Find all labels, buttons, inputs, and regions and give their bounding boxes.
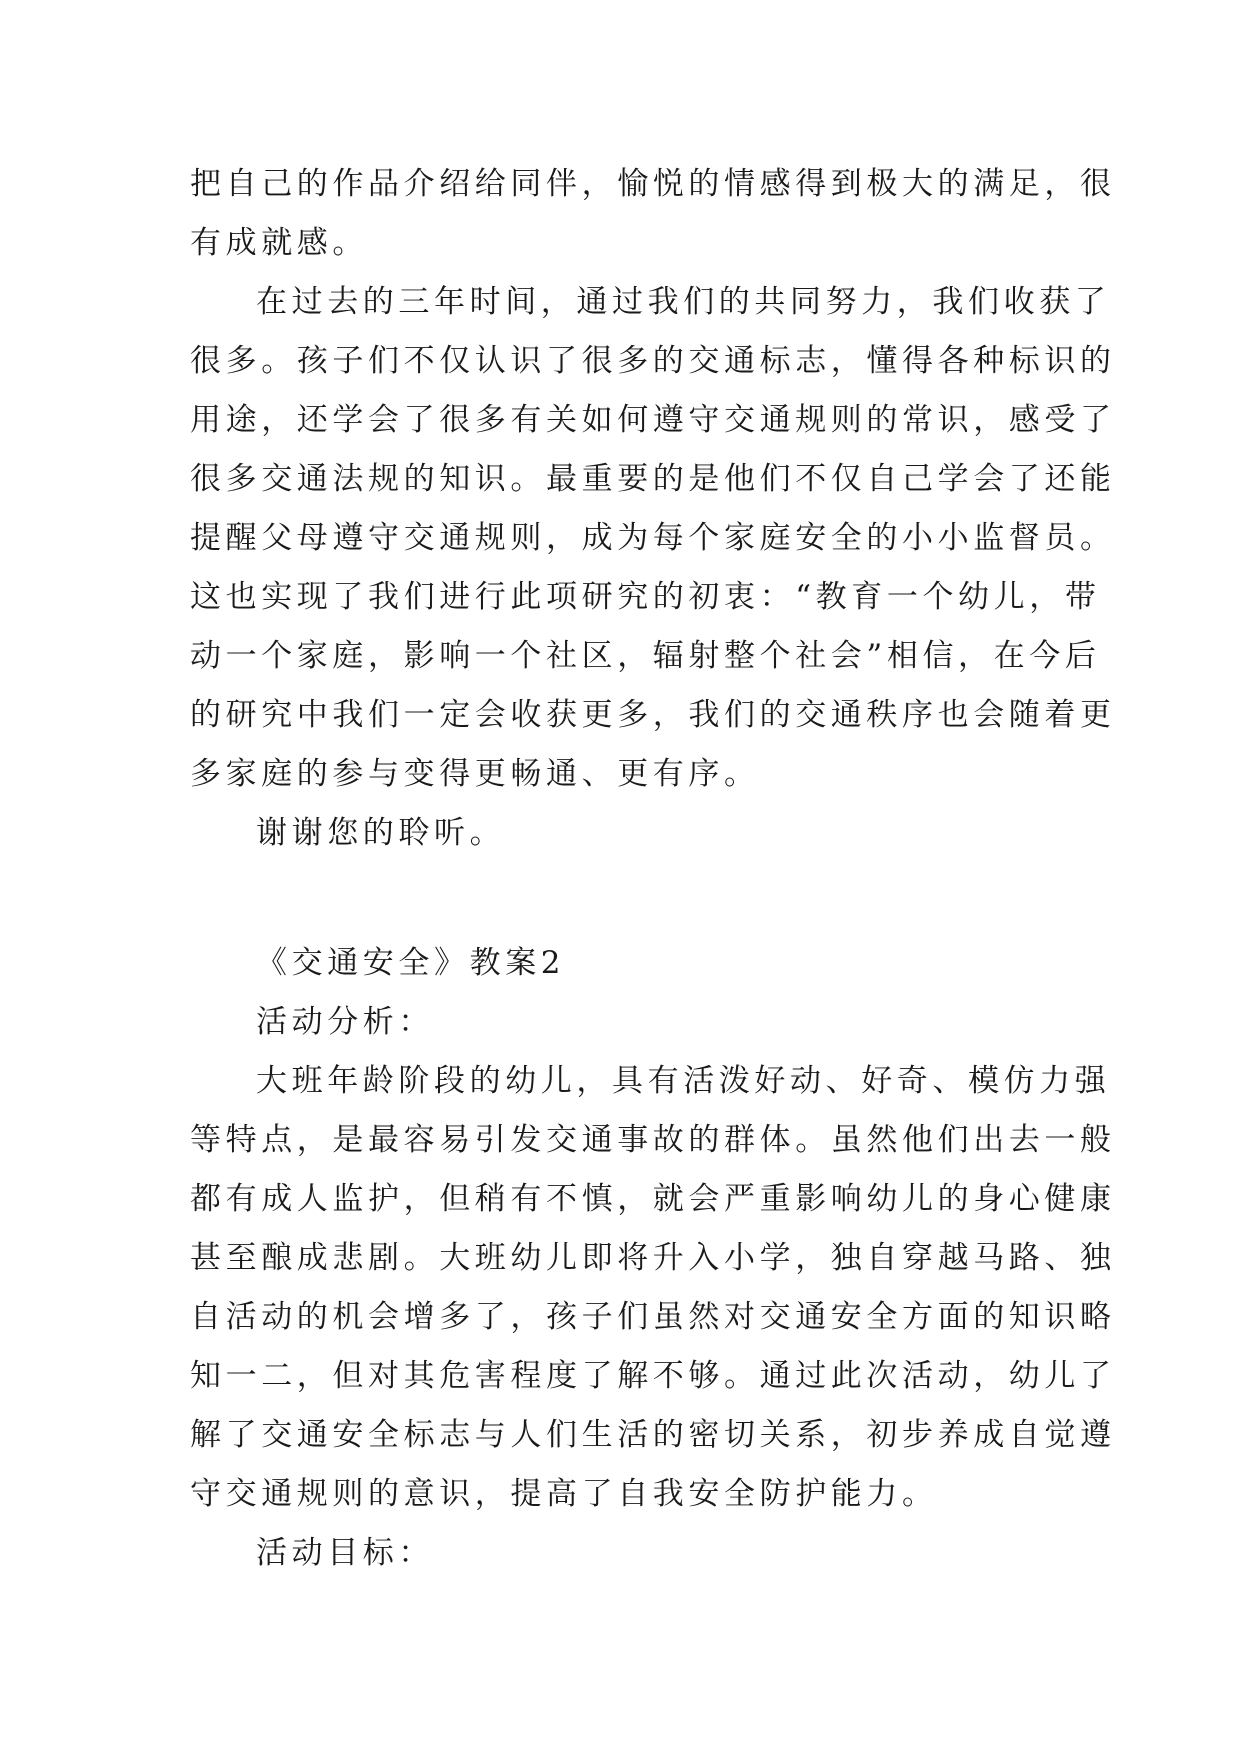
- text-line: 的研究中我们一定会收获更多，我们的交通秩序也会随着更: [190, 697, 1116, 733]
- section-title: 《交通安全》教案2: [256, 945, 566, 981]
- analysis-heading: 活动分析：: [256, 1004, 434, 1040]
- text-line: 把自己的作品介绍给同伴，愉悦的情感得到极大的满足，很: [190, 166, 1116, 202]
- text-line: 多家庭的参与变得更畅通、更有序。: [190, 756, 760, 792]
- text-line: 自活动的机会增多了，孩子们虽然对交通安全方面的知识略: [190, 1299, 1116, 1335]
- text-line: 都有成人监护，但稍有不慎，就会严重影响幼儿的身心健康: [190, 1181, 1116, 1217]
- text-line: 解了交通安全标志与人们生活的密切关系，初步养成自觉遵: [190, 1417, 1116, 1453]
- text-line: 有成就感。: [190, 225, 368, 261]
- document-body: [190, 155, 1116, 1583]
- text-line: 守交通规则的意识，提高了自我安全防护能力。: [190, 1476, 938, 1512]
- text-line: 知一二，但对其危害程度了解不够。通过此次活动，幼儿了: [190, 1358, 1116, 1394]
- text-line: 甚至酿成悲剧。大班幼儿即将升入小学，独自穿越马路、独: [190, 1240, 1116, 1276]
- text-line: 动一个家庭，影响一个社区，辐射整个社会”相信，在今后: [190, 638, 1101, 674]
- text-line: 等特点，是最容易引发交通事故的群体。虽然他们出去一般: [190, 1122, 1116, 1158]
- text-line: 用途，还学会了很多有关如何遵守交通规则的常识，感受了: [190, 402, 1116, 438]
- text-line: 很多。孩子们不仅认识了很多的交通标志，懂得各种标识的: [190, 343, 1116, 379]
- text-line: 提醒父母遵守交通规则，成为每个家庭安全的小小监督员。: [190, 520, 1116, 556]
- paragraph-first-line: 在过去的三年时间，通过我们的共同努力，我们收获了: [256, 284, 1111, 320]
- goal-heading: 活动目标：: [256, 1535, 434, 1571]
- text-line: 很多交通法规的知识。最重要的是他们不仅自己学会了还能: [190, 461, 1116, 497]
- text-line: 这也实现了我们进行此项研究的初衷：“教育一个幼儿，带: [190, 579, 1101, 615]
- section-gap: [190, 863, 1060, 934]
- thanks-line: 谢谢您的聆听。: [256, 815, 506, 851]
- paragraph-first-line: 大班年龄阶段的幼儿，具有活泼好动、好奇、模仿力强: [256, 1063, 1111, 1099]
